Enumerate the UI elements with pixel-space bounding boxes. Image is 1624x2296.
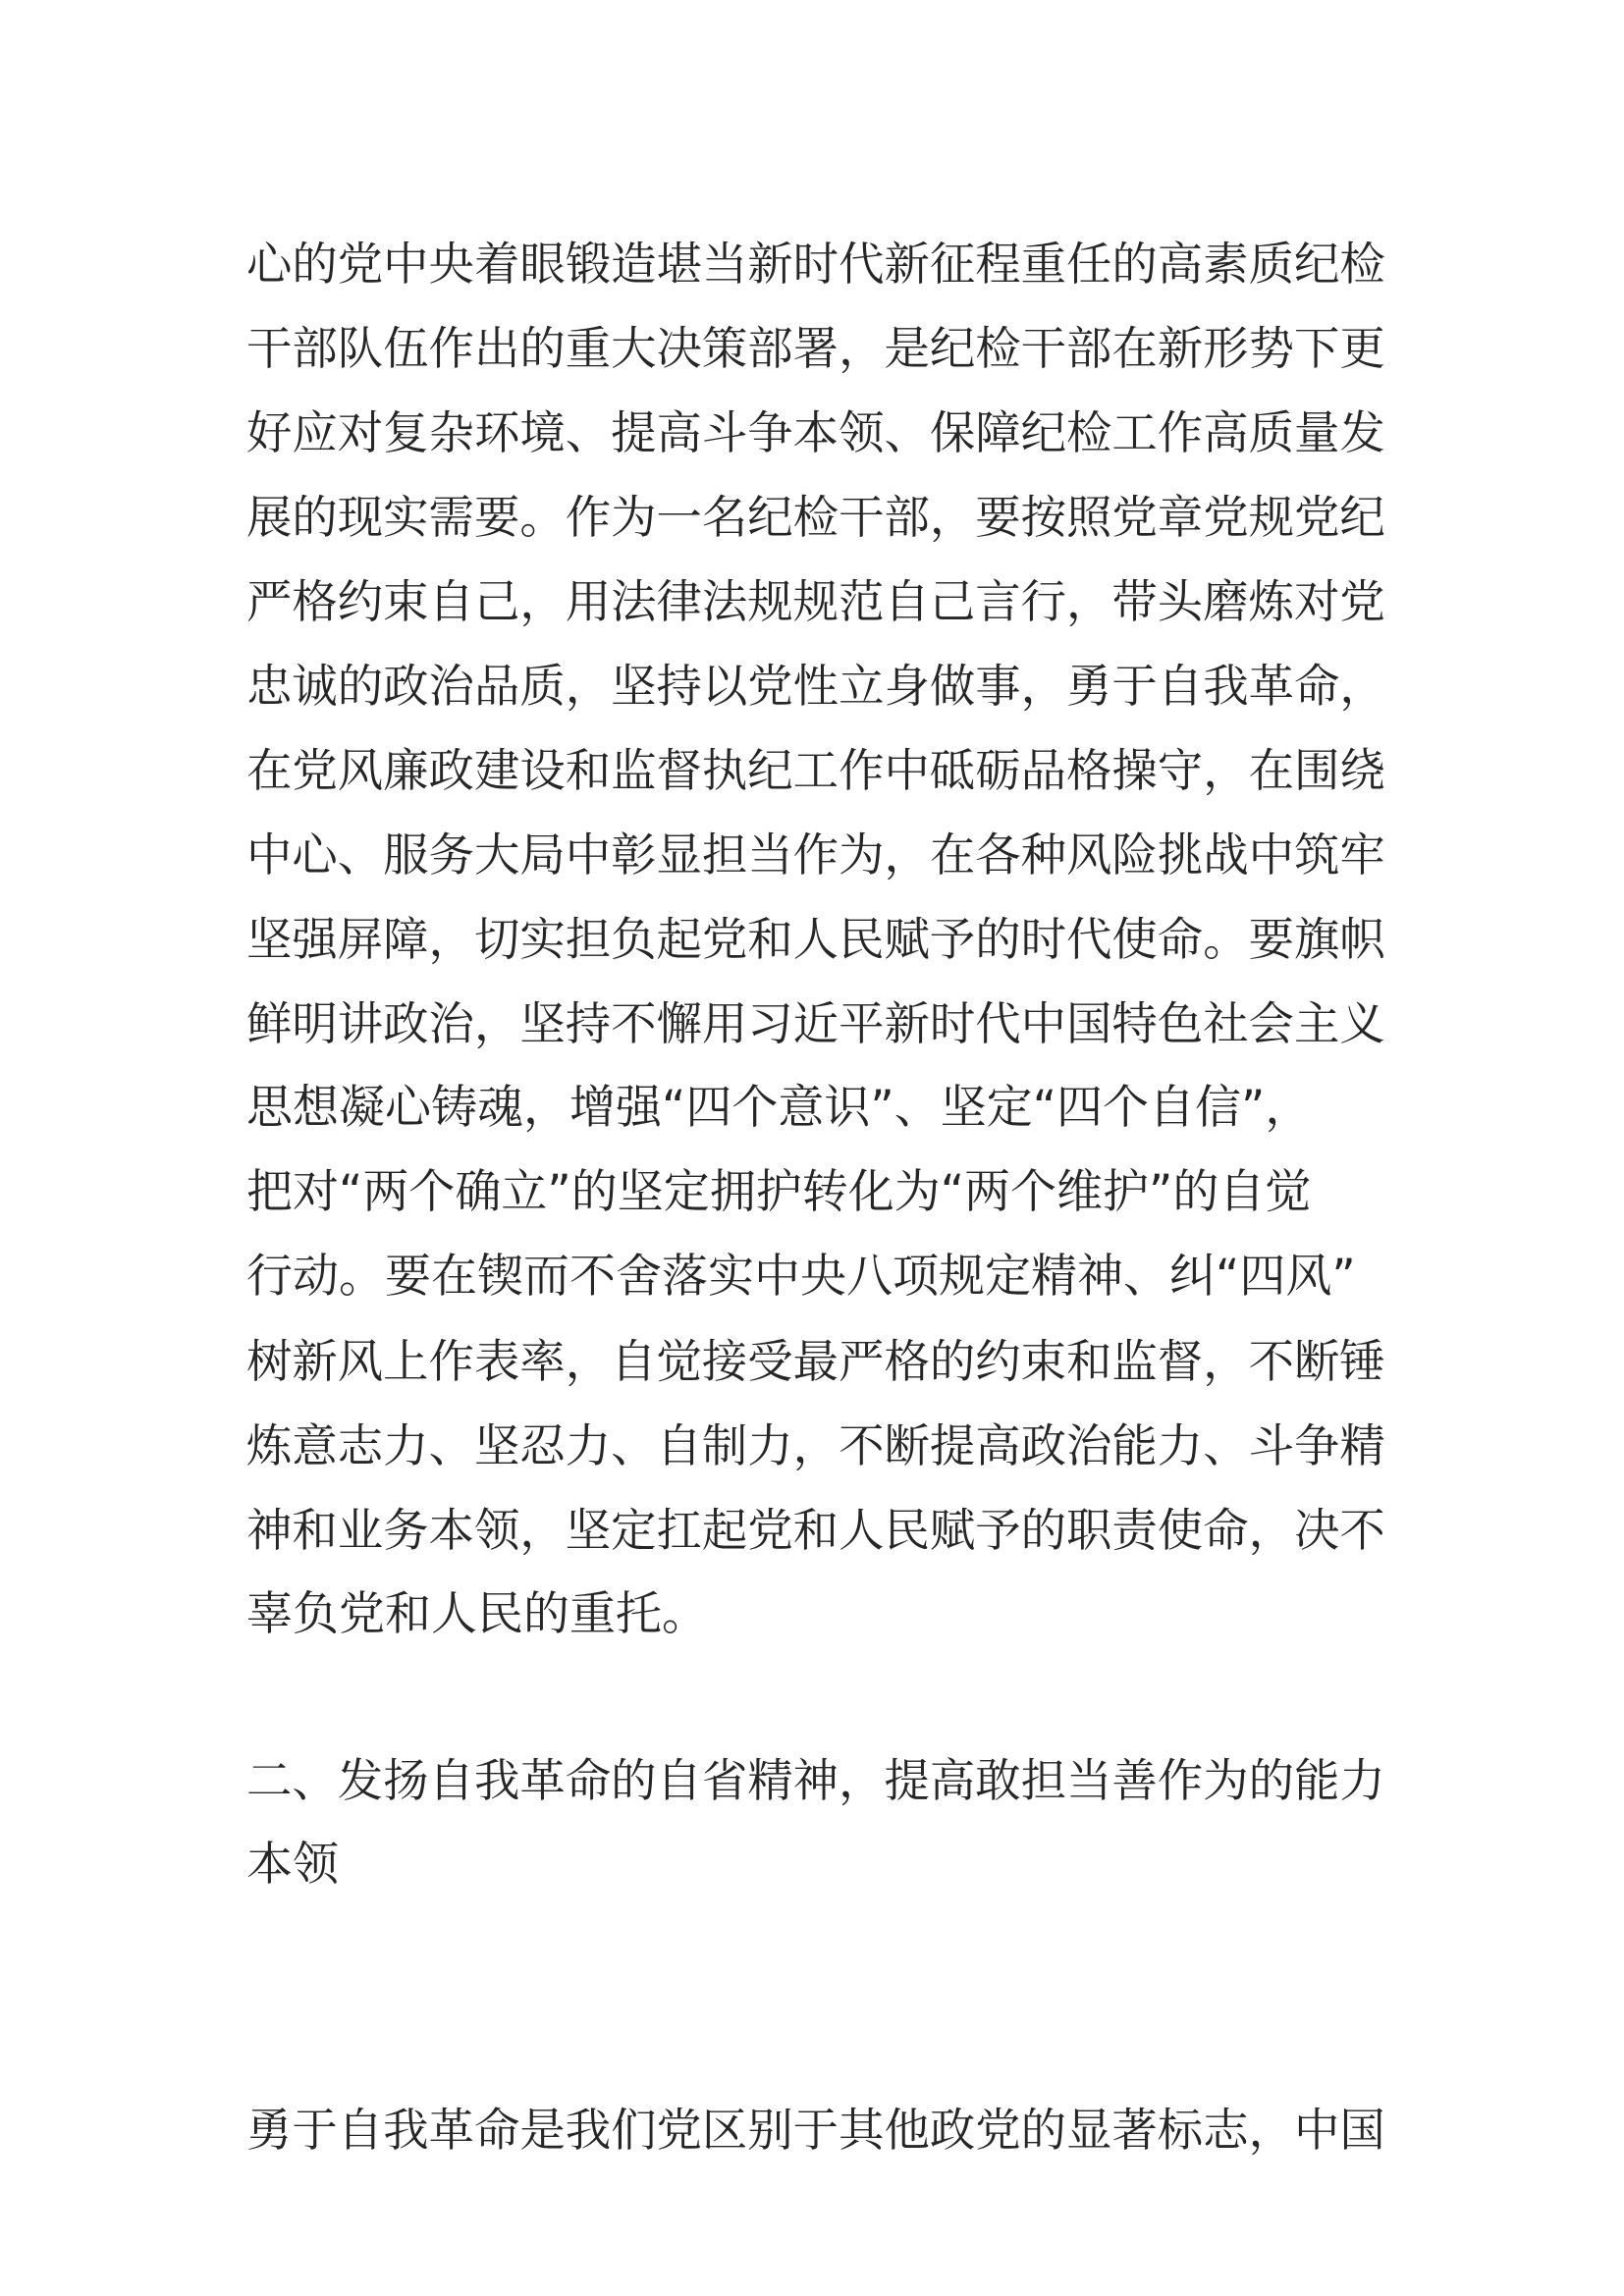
paragraph-line: 鲜明讲政治，坚持不懈用习近平新时代中国特色社会主义 [246,997,1385,1050]
paragraph-line: 神和业务本领，坚定扛起党和人民赋予的职责使命，决不 [246,1504,1385,1557]
paragraph-line: 好应对复杂环境、提高斗争本领、保障纪检工作高质量发 [246,406,1385,459]
paragraph-line: 展的现实需要。作为一名纪检干部，要按照党章党规党纪 [246,491,1385,544]
heading-line: 二、发扬自我革命的自省精神，提高敢担当善作为的能力 [246,1754,1385,1807]
paragraph-line: 思想凝心铸魂，增强“四个意识”、坚定“四个自信”， [246,1081,1312,1135]
heading-line: 本领 [246,1838,339,1892]
paragraph-line: 辜负党和人民的重托。 [246,1587,708,1641]
body-paragraph [246,222,1385,1657]
paragraph-line: 炼意志力、坚忍力、自制力，不断提高政治能力、斗争精 [246,1419,1385,1472]
paragraph-line: 勇于自我革命是我们党区别于其他政党的显著标志，中国 [246,2104,1385,2157]
paragraph-line: 中心、服务大局中彰显担当作为，在各种风险挑战中筑牢 [246,828,1385,881]
paragraph-line: 干部队伍作出的重大决策部署，是纪检干部在新形势下更 [246,322,1385,375]
paragraph-line: 心的党中央着眼锻造堪当新时代新征程重任的高素质纪检 [246,238,1385,291]
paragraph-line: 忠诚的政治品质，坚持以党性立身做事，勇于自我革命， [246,660,1385,713]
paragraph-line: 严格约束自己，用法律法规规范自己言行，带头磨炼对党 [246,575,1385,628]
paragraph-line: 把对“两个确立”的坚定拥护转化为“两个维护”的自觉 [246,1165,1312,1219]
paragraph-line: 行动。要在锲而不舍落实中央八项规定精神、纠“四风” [246,1250,1356,1304]
paragraph-line: 坚强屏障，切实担负起党和人民赋予的时代使命。要旗帜 [246,913,1385,966]
paragraph-line: 树新风上作表率，自觉接受最严格的约束和监督，不断锤 [246,1335,1385,1388]
section-heading [246,1738,1385,1907]
body-paragraph [246,2088,1385,2172]
paragraph-line: 在党风廉政建设和监督执纪工作中砥砺品格操守，在围绕 [246,744,1385,797]
